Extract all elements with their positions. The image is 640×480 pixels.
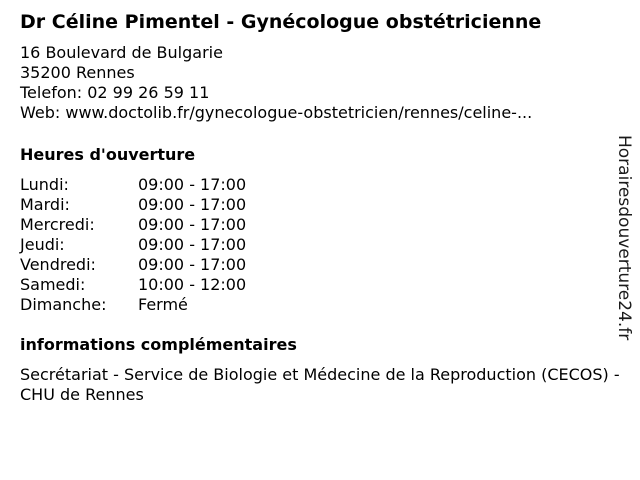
hours-row xyxy=(20,195,246,215)
hours-time: Fermé xyxy=(138,295,188,314)
hours-time: 09:00 - 17:00 xyxy=(138,175,247,194)
hours-row xyxy=(20,175,246,195)
address-street: 16 Boulevard de Bulgarie xyxy=(20,43,223,62)
hours-day: Vendredi: xyxy=(20,255,96,274)
hours-row xyxy=(20,235,246,255)
hours-day: Samedi: xyxy=(20,275,86,294)
hours-day: Jeudi: xyxy=(20,235,65,254)
hours-row xyxy=(20,295,246,315)
hours-time: 09:00 - 17:00 xyxy=(138,235,247,254)
opening-hours-table xyxy=(20,175,246,315)
hours-day: Dimanche: xyxy=(20,295,107,314)
hours-row xyxy=(20,255,246,275)
page-title: Dr Céline Pimentel - Gynécologue obstétricienne xyxy=(20,11,542,33)
hours-time: 09:00 - 17:00 xyxy=(138,255,247,274)
hours-day: Mardi: xyxy=(20,195,70,214)
phone-number: Telefon: 02 99 26 59 11 xyxy=(20,83,210,102)
hours-day: Lundi: xyxy=(20,175,69,194)
hours-row xyxy=(20,215,246,235)
site-watermark: Horairesdouverture24.fr xyxy=(614,135,634,341)
hours-row xyxy=(20,275,246,295)
hours-time: 10:00 - 12:00 xyxy=(138,275,247,294)
contact-block xyxy=(20,43,532,123)
website-link[interactable]: Web: www.doctolib.fr/gynecologue-obstetricien/rennes/celine-... xyxy=(20,103,533,122)
additional-info-text: Secrétariat - Service de Biologie et Médecine de la Reproduction (CECOS) - CHU de Rennes xyxy=(20,365,620,404)
hours-time: 09:00 - 17:00 xyxy=(138,215,247,234)
additional-info-heading: informations complémentaires xyxy=(20,335,297,354)
address-city: 35200 Rennes xyxy=(20,63,135,82)
hours-time: 09:00 - 17:00 xyxy=(138,195,247,214)
hours-day: Mercredi: xyxy=(20,215,95,234)
opening-hours-heading: Heures d'ouverture xyxy=(20,145,196,164)
